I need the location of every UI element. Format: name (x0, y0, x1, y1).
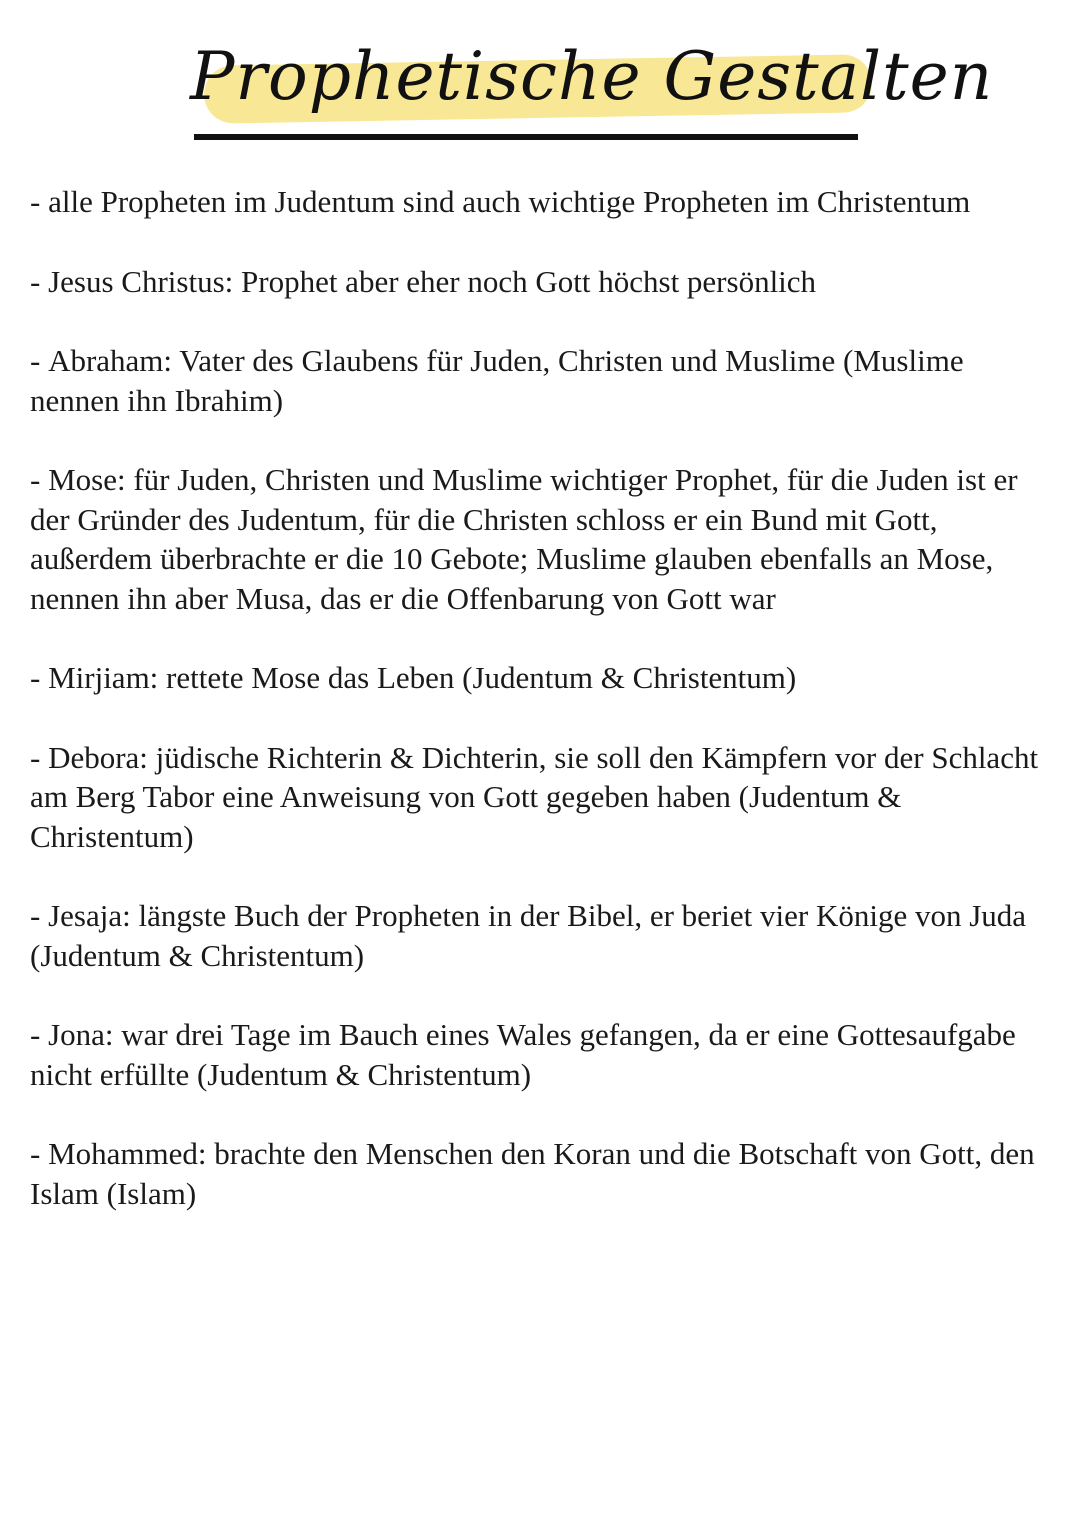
entry-mirjiam: - Mirjiam: rettete Mose das Leben (Judentum & Christentum) (30, 658, 1060, 698)
entry-mohammed: - Mohammed: brachte den Menschen den Koran und die Botschaft von Gott, den Islam (Islam) (30, 1136, 1035, 1211)
term-highlight (48, 694, 160, 705)
notes-content (30, 182, 1060, 1253)
term-mohammed: Mohammed: (48, 1134, 206, 1174)
term-jesaja: Jesaja: (48, 896, 131, 936)
term-jesus: Jesus Christus: (48, 262, 233, 302)
highlighted-dash: - (30, 182, 40, 222)
page-title-block (190, 18, 994, 148)
term-mose: Mose: (48, 460, 126, 500)
entry-jona: - Jona: war drei Tage im Bauch eines Wales gefangen, da er eine Gottesaufgabe nicht erfüllte (Judentum & Christentum) (30, 1017, 1016, 1092)
entry-text: Prophet aber eher noch Gott höchst persönlich (233, 263, 817, 299)
entry-text: war drei Tage im Bauch eines Wales gefangen, da er eine Gottesaufgabe nicht erfüllte (Judentum & Christentum) (30, 1017, 1016, 1092)
term-abraham: Abraham: (48, 341, 172, 381)
entry-text: für Juden, Christen und Muslime wichtiger Prophet, für die Juden ist er der Gründer des Judentum, für die Christen schloss er ein Bund mit Gott, außerdem überbrachte er die 10 Gebote; Muslime glauben ebenfalls an Mose, nennen ihn aber Musa, das er die Offenbarung von Gott war (30, 462, 1018, 616)
entry-jesaja: - Jesaja: längste Buch der Propheten in der Bibel, er beriet vier Könige von Juda (Judentum & Christentum) (30, 898, 1027, 973)
intro-entry (30, 182, 1060, 222)
entry-abraham: - Abraham: Vater des Glaubens für Juden, Christen und Muslime (Muslime nennen ihn Ibrahim) (30, 343, 964, 418)
title-underline (194, 134, 858, 140)
term-debora: Debora: (48, 738, 148, 778)
term-jona: Jona: (48, 1015, 113, 1055)
entry-mose: - Mose: für Juden, Christen und Muslime wichtiger Prophet, für die Juden ist er der Gründer des Judentum, für die Christen schloss er ein Bund mit Gott, außerdem überbrachte er die 10 Gebote; Muslime glauben ebenfalls an Mose, nennen ihn aber Musa, das er die Offenbarung von Gott war (30, 462, 1018, 616)
entry-text: jüdische Richterin & Dichterin, sie soll den Kämpfern vor der Schlacht am Berg Tabor eine Anweisung von Gott gegeben haben (Judentum & Christentum) (30, 739, 1039, 854)
entry-debora: - Debora: jüdische Richterin & Dichterin, sie soll den Kämpfern vor der Schlacht am Berg Tabor eine Anweisung von Gott gegeben haben (Judentum & Christentum) (30, 739, 1039, 854)
page-title: Prophetische Gestalten (190, 38, 994, 115)
entry-text: rettete Mose das Leben (Judentum & Christentum) (158, 660, 797, 695)
entry-text: Vater des Glaubens für Juden, Christen und Muslime (Muslime nennen ihn Ibrahim) (30, 343, 964, 418)
entry-jesus: - Jesus Christus: Prophet aber eher noch Gott höchst persönlich (30, 262, 1060, 302)
intro-text: alle Propheten im Judentum sind auch wichtige Propheten im Christentum (40, 184, 971, 219)
term-mirjiam: Mirjiam: (48, 658, 158, 698)
entry-text: brachte den Menschen den Koran und die Botschaft von Gott, den Islam (Islam) (30, 1136, 1035, 1211)
entry-text: längste Buch der Propheten in der Bibel, er beriet vier Könige von Juda (Judentum & Christentum) (30, 898, 1027, 973)
